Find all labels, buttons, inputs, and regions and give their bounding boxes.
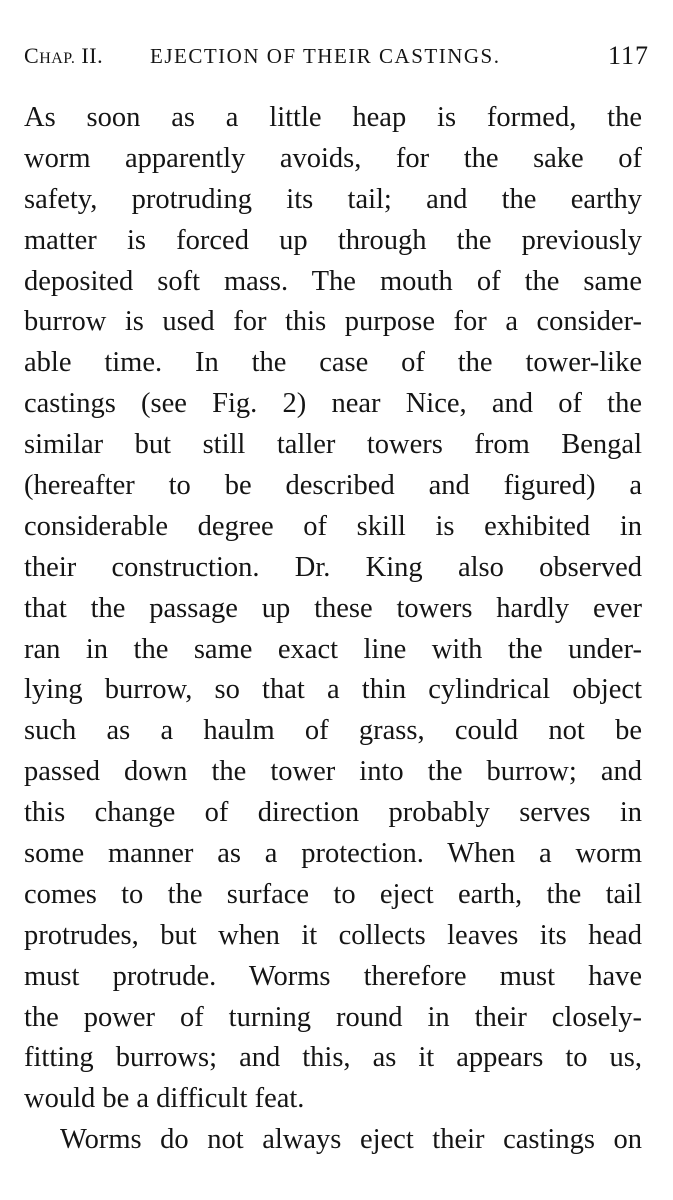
text-line: such as a haulm of grass, could not be <box>24 715 642 747</box>
text-line: similar but still taller towers from Bengal <box>24 429 642 461</box>
text-line: matter is forced up through the previously <box>24 224 642 256</box>
chapter-label <box>24 40 103 75</box>
text-line: As soon as a little heap is formed, the <box>24 102 642 133</box>
chapter-number: II. <box>81 43 104 68</box>
text-line: ran in the same exact line with the under- <box>24 633 642 665</box>
chapter-initial: C <box>24 43 40 68</box>
text-line: would be a difficult feat. <box>24 1083 305 1115</box>
text-line: Worms do not always eject their castings on <box>60 1124 642 1156</box>
text-line: passed down the tower into the burrow; and <box>24 756 642 788</box>
running-head <box>24 40 649 72</box>
chapter-rest: HAP. <box>39 50 76 67</box>
text-line: their construction. Dr. King also observed <box>24 551 642 583</box>
text-line: able time. In the case of the tower-like <box>24 347 642 379</box>
text-line: some manner as a protection. When a worm <box>24 838 642 870</box>
text-line: safety, protruding its tail; and the earthy <box>24 183 642 215</box>
body-text <box>24 98 642 1161</box>
text-line: the power of turning round in their closely- <box>24 1001 642 1033</box>
text-line: castings (see Fig. 2) near Nice, and of the <box>24 388 642 420</box>
text-line: considerable degree of skill is exhibited in <box>24 510 642 542</box>
text-line: must protrude. Worms therefore must have <box>24 960 642 992</box>
text-line: comes to the surface to eject earth, the tail <box>24 878 642 910</box>
text-line: worm apparently avoids, for the sake of <box>24 142 642 174</box>
text-line: fitting burrows; and this, as it appears to us, <box>24 1042 642 1074</box>
paragraph <box>24 1120 642 1161</box>
text-line: protrudes, but when it collects leaves its head <box>24 919 642 951</box>
text-line: deposited soft mass. The mouth of the same <box>24 265 642 297</box>
text-line: lying burrow, so that a thin cylindrical object <box>24 674 642 706</box>
page-number: 117 <box>607 41 649 70</box>
text-line: burrow is used for this purpose for a consider- <box>24 306 642 338</box>
text-line: this change of direction probably serves in <box>24 797 642 829</box>
running-title: EJECTION OF THEIR CASTINGS. <box>150 44 501 68</box>
paragraph <box>24 98 642 1120</box>
text-line: that the passage up these towers hardly ever <box>24 592 642 624</box>
text-line: (hereafter to be described and figured) a <box>24 470 642 502</box>
